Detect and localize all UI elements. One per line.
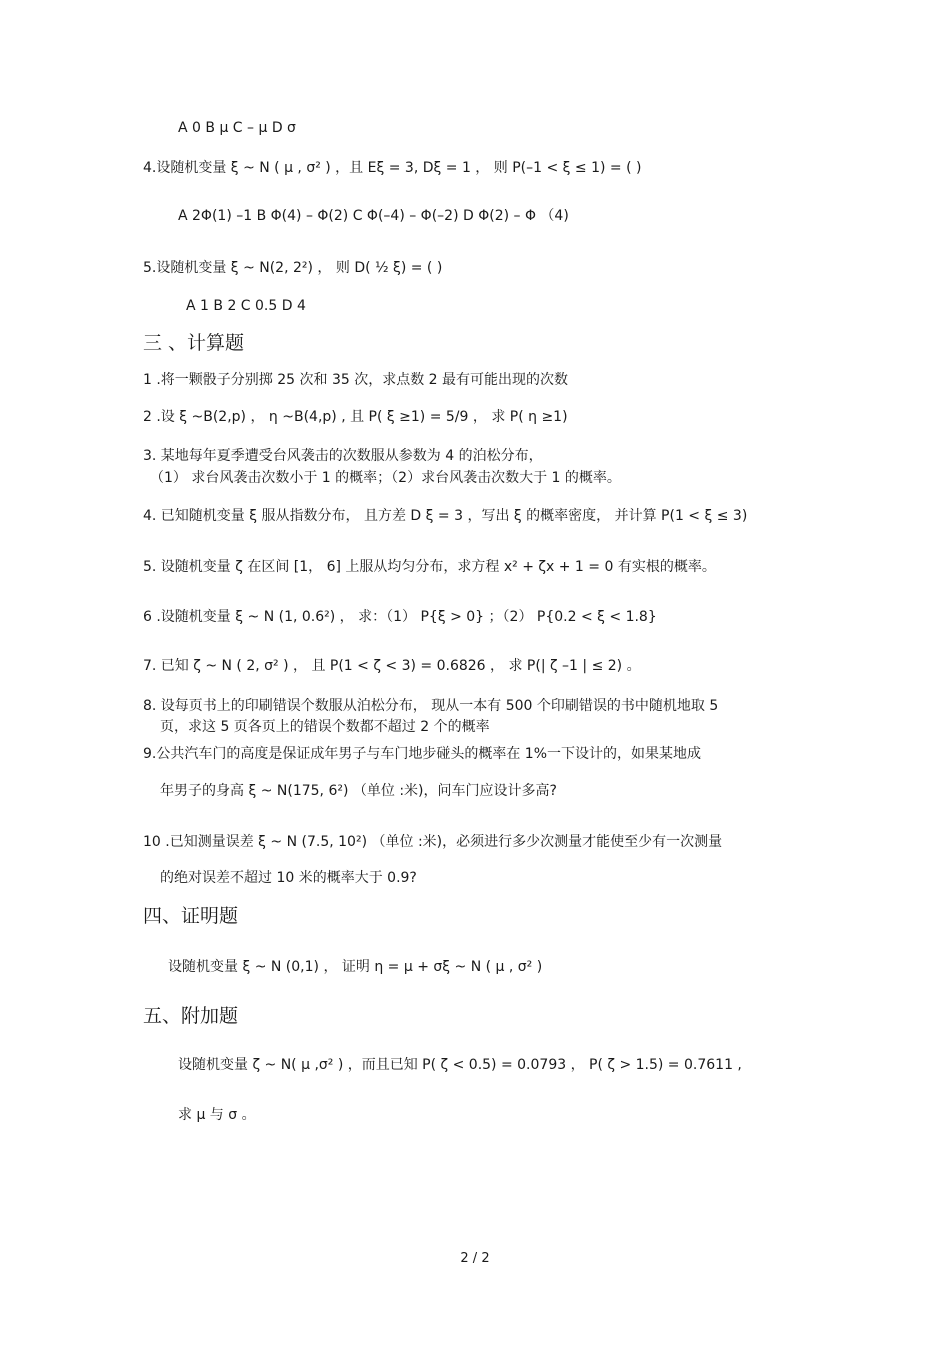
question-line: A 2Φ(1) –1 B Φ(4) – Φ(2) C Φ(–4) – Φ(–2) D Φ(2) – Φ （4) (178, 208, 569, 224)
question-line: 4.设随机变量 ξ ~ N ( μ , σ² ) ，且 Eξ = 3, Dξ = 1 ， 则 P(–1 < ξ ≤ 1) = ( ) (143, 160, 642, 176)
question-line: 8. 设每页书上的印刷错误个数服从泊松分布， 现从一本有 500 个印刷错误的书中随机地取 5 (143, 698, 719, 714)
question-line: 页，求这 5 页各页上的错误个数都不超过 2 个的概率 (160, 719, 490, 735)
question-line: 4. 已知随机变量 ξ 服从指数分布， 且方差 D ξ = 3 ，写出 ξ 的概率密度， 并计算 P(1 < ξ ≤ 3) (143, 508, 748, 524)
question-line: 9.公共汽车门的高度是保证成年男子与车门地步碰头的概率在 1%一下设计的，如果某地成 (143, 746, 702, 762)
question-line: 5.设随机变量 ξ ~ N(2, 2²) ， 则 D( ½ ξ) = ( ) (143, 260, 443, 276)
question-line: 3. 某地每年夏季遭受台风袭击的次数服从参数为 4 的泊松分布， (143, 448, 543, 464)
question-line: 6 .设随机变量 ξ ~ N (1, 0.6²) ， 求：（1） P{ξ > 0} ；（2） P{0.2 < ξ < 1.8} (143, 609, 657, 625)
question-line: 年男子的身高 ξ ~ N(175, 6²) （单位 :米)，问车门应设计多高? (160, 783, 557, 799)
section-heading: 四、证明题 (143, 905, 239, 927)
question-line: 设随机变量 ζ ~ N( μ ,σ² ) ，而且已知 P( ζ < 0.5) = 0.0793 ， P( ζ > 1.5) = 0.7611 , (178, 1057, 742, 1073)
question-line: 1 .将一颗骰子分别掷 25 次和 35 次，求点数 2 最有可能出现的次数 (143, 372, 569, 388)
question-line: A 1 B 2 C 0.5 D 4 (186, 298, 306, 314)
page-number: 2 / 2 (460, 1251, 490, 1266)
question-line: 的绝对误差不超过 10 米的概率大于 0.9? (160, 870, 417, 886)
question-line: 5. 设随机变量 ζ 在区间 [1， 6] 上服从均匀分布，求方程 x² + ζx + 1 = 0 有实根的概率。 (143, 559, 716, 575)
question-line: 2 .设 ξ ~B(2,p) ， η ~B(4,p) , 且 P( ξ ≥1) = 5/9 ， 求 P( η ≥1) (143, 409, 568, 425)
section-heading: 五、附加题 (143, 1005, 239, 1027)
question-line: 10 .已知测量误差 ξ ~ N (7.5, 10²) （单位 :米)，必须进行多少次测量才能使至少有一次测量 (143, 834, 723, 850)
question-line: （1） 求台风袭击次数小于 1 的概率；（2）求台风袭击次数大于 1 的概率。 (150, 470, 621, 486)
question-line: 求 μ 与 σ 。 (178, 1107, 256, 1123)
question-line: A 0 B μ C – μ D σ (178, 120, 296, 136)
question-line: 设随机变量 ξ ~ N (0,1) ， 证明 η = μ + σξ ~ N ( μ , σ² ) (168, 959, 543, 975)
section-heading: 三 、计算题 (143, 332, 245, 354)
question-line: 7. 已知 ζ ~ N ( 2, σ² ) ， 且 P(1 < ζ < 3) = 0.6826 ， 求 P(| ζ –1 | ≤ 2) 。 (143, 658, 641, 674)
